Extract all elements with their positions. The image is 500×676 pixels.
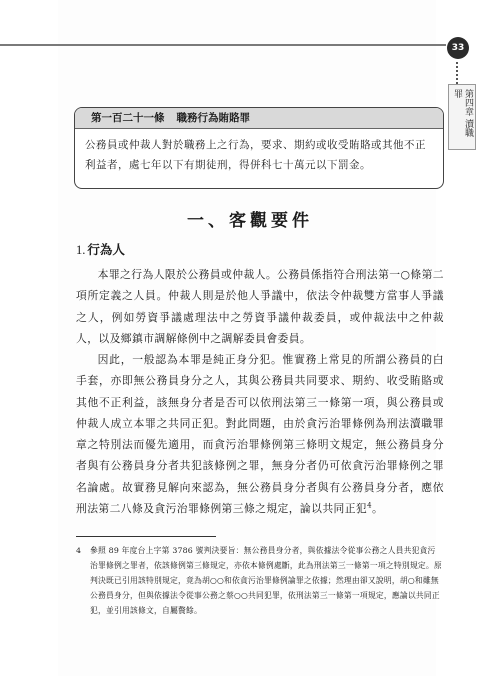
- statute-box: [74, 107, 444, 189]
- paragraph-1: 本罪之行為人限於公務員或仲裁人。公務員係指符合刑法第一○條第二項所定義之人員。仲裁人則是於他人爭議中，依法令仲裁雙方當事人爭議之人，例如勞資爭議處理法中之勞資爭議仲裁委員，或仲裁法中之仲裁人，以及鄉鎮市調解條例中之調解委員會委員。: [76, 268, 444, 345]
- section-title: 一、客觀要件: [187, 211, 313, 231]
- paragraph-2-text: 因此，一般認為本罪是純正身分犯。惟實務上常見的所謂公務員的白手套，亦即無公務員身分之人，其與公務員共同要求、期約、收受賄賂或其他不正利益，該無身分者是否可以依刑法第三一條第一項，與公務員或仲裁人成立本罪之共同正犯。對此問題，由於貪污治罪條例為刑法瀆職罪章之特別法而優先適用，而貪污治罪條例第三條明文規定，無公務員身分者與有公務員身分者共犯該條例之罪，無身分者仍可依貪污治罪條例之罪名論處。故實務見解向來認為，無公務員身分者與有公務員身分者，應依刑法第二八條及貪污治罪條例第三條之規定，論以共同正犯: [76, 353, 444, 516]
- header-rule: [0, 44, 446, 46]
- footnote: [76, 543, 442, 618]
- footnote-number: 4: [76, 546, 82, 555]
- statute-header: [75, 108, 443, 129]
- statute-article: 第一百二十一條: [91, 112, 165, 124]
- subsection-title: 行為人: [87, 242, 125, 257]
- chapter-title: 瀆職罪: [452, 89, 473, 137]
- statute-name: 職務行為賄賂罪: [176, 112, 250, 124]
- subsection-heading: [76, 240, 125, 258]
- footnote-reference[interactable]: 4: [367, 501, 372, 510]
- footnote-text: 參照 89 年度台上字第 3786 號判決要旨：無公務員身分者，與依據法令從事公務之人員共犯貪污治罪條例之罪者，依該條例第三條規定，亦依本條例處斷，此為刑法第三一條第一項之特別規定。原判決既已引用該特別規定，竟為胡○○和依貪污治罪條例論罪之依據；然理由卻又說明，胡○和雖無公務員身分，但與依據法令從事公務之蔡○○共同犯罪，依刑法第三一條第一項規定，應論以共同正犯，並引用該條文，自屬贅餘。: [90, 546, 442, 615]
- statute-text: 公務員或仲裁人對於職務上之行為，要求、期約或收受賄賂或其他不正利益者，處七年以下有期徒刑，得併科七十萬元以下罰金。: [85, 139, 426, 171]
- dotted-leader: [456, 62, 462, 84]
- chapter-label: 第四章: [463, 89, 473, 116]
- page-number: 33: [447, 37, 469, 59]
- paragraph-2-end: 。: [371, 502, 384, 516]
- paragraph-2: [76, 349, 444, 519]
- chapter-side-tab: [448, 84, 476, 150]
- subsection-number: 1.: [76, 243, 86, 257]
- footnote-rule: [76, 536, 216, 537]
